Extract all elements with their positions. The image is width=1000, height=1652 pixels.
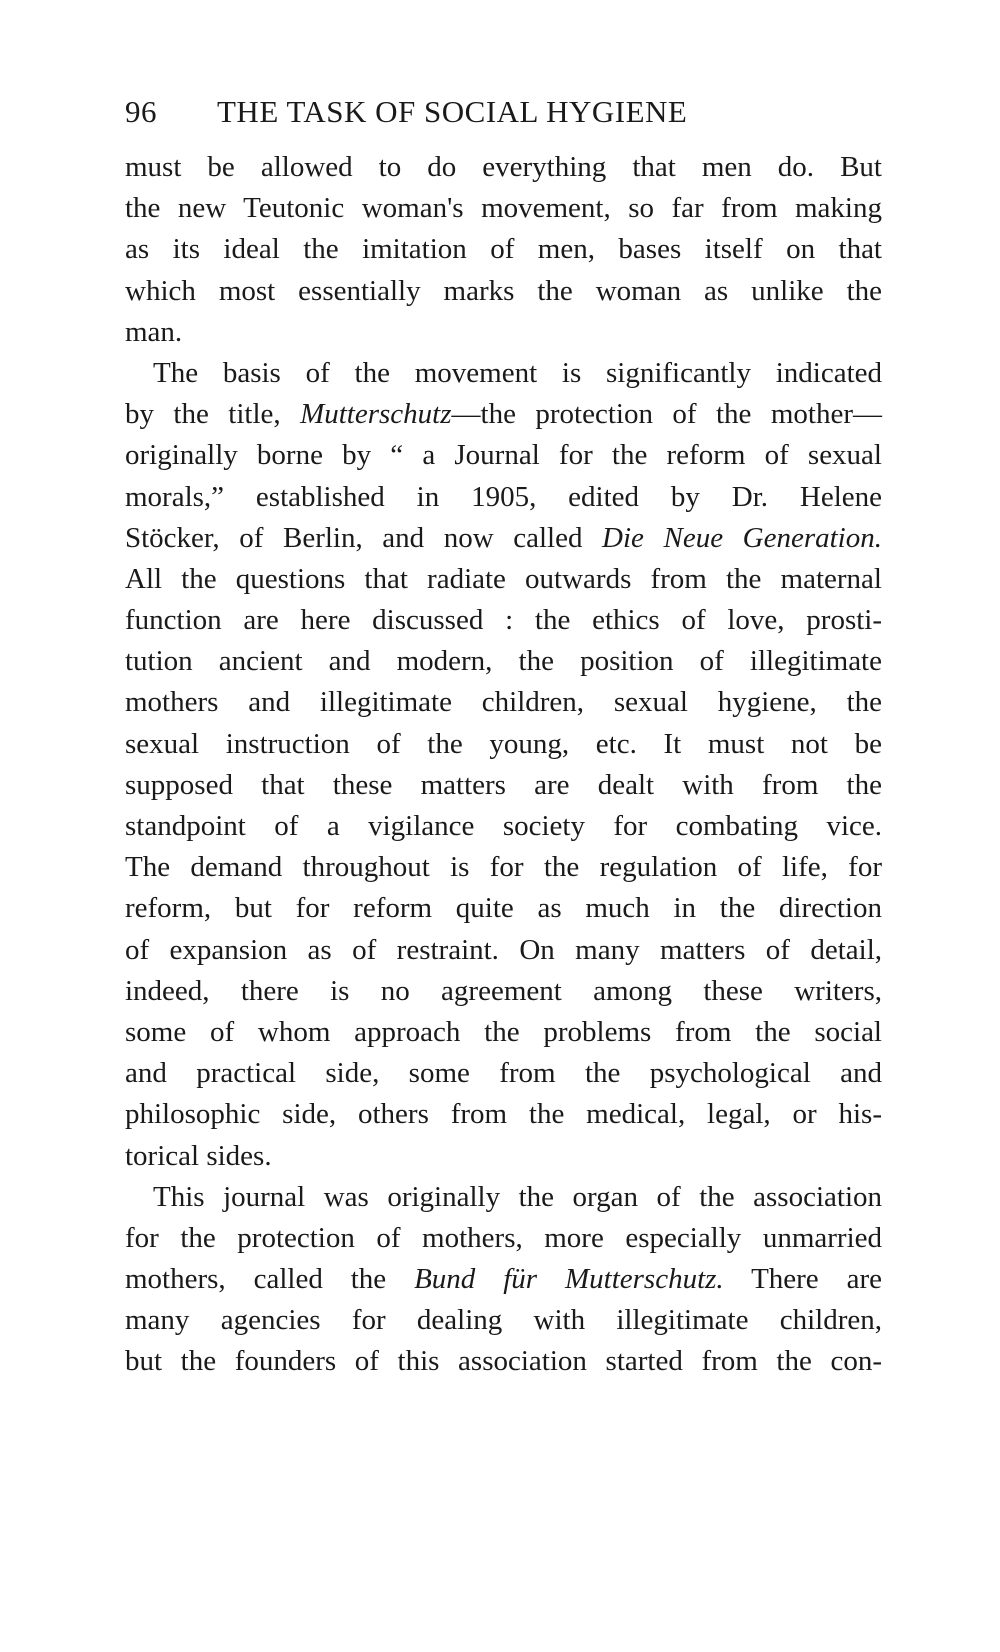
text-line: as its ideal the imitation of men, bases itself on that <box>125 233 882 266</box>
text-line: for the protection of mothers, more especially unmarried <box>125 1221 882 1254</box>
text-line: originally borne by “ a Journal for the reform of sexual <box>125 439 882 472</box>
text-run: by the title, <box>125 398 301 431</box>
text-line: torical sides. <box>125 1139 272 1172</box>
text-line: many agencies for dealing with illegitimate children, <box>125 1304 882 1337</box>
text-line: of expansion as of restraint. On many matters of detail, <box>125 933 882 966</box>
text-line <box>125 1259 882 1300</box>
text-line: philosophic side, others from the medical, legal, or his- <box>125 1098 882 1131</box>
text-line <box>125 394 882 435</box>
text-line: mothers and illegitimate children, sexual hygiene, the <box>125 686 882 719</box>
text-line: reform, but for reform quite as much in the direction <box>125 892 882 925</box>
text-line: The demand throughout is for the regulation of life, for <box>125 851 882 884</box>
text-line: but the founders of this association started from the con- <box>125 1345 882 1378</box>
text-line: function are here discussed : the ethics of love, prosti- <box>125 604 882 637</box>
italic-title-bund-fur-mutterschutz: Bund für Mutterschutz. <box>414 1263 724 1296</box>
text-line: man. <box>125 315 183 348</box>
text-line: The basis of the movement is significantly indicated <box>153 356 882 389</box>
running-title: THE TASK OF SOCIAL HYGIENE <box>217 94 688 129</box>
running-head <box>125 92 825 132</box>
body-text <box>125 147 882 1383</box>
text-line: supposed that these matters are dealt with from the <box>125 768 882 801</box>
text-line: and practical side, some from the psychological and <box>125 1057 882 1090</box>
text-line: the new Teutonic woman's movement, so far from making <box>125 192 882 225</box>
text-line: This journal was originally the organ of the association <box>153 1180 882 1213</box>
text-run: Stöcker, of Berlin, and now called <box>125 521 603 554</box>
text-line: some of whom approach the problems from the social <box>125 1015 882 1048</box>
text-line: must be allowed to do everything that men do. But <box>125 151 882 183</box>
text-line: tution ancient and modern, the position of illegitimate <box>125 645 882 678</box>
text-line: indeed, there is no agreement among these writers, <box>125 974 882 1007</box>
text-line: All the questions that radiate outwards from the maternal <box>125 562 882 595</box>
italic-title-mutterschutz: Mutterschutz <box>300 398 452 431</box>
text-line <box>125 518 882 559</box>
text-run: —the protection of the mother— <box>451 398 883 431</box>
text-run: mothers, called the <box>125 1263 415 1296</box>
text-line: which most essentially marks the woman as unlike the <box>125 274 882 307</box>
text-line: morals,” established in 1905, edited by Dr. Helene <box>125 480 882 513</box>
text-line: standpoint of a vigilance society for combating vice. <box>125 810 882 842</box>
text-line: sexual instruction of the young, etc. It must not be <box>125 727 882 760</box>
italic-title-die-neue-generation: Die Neue Generation. <box>602 521 882 554</box>
text-run: There are <box>723 1263 882 1296</box>
page-number: 96 <box>125 94 157 129</box>
